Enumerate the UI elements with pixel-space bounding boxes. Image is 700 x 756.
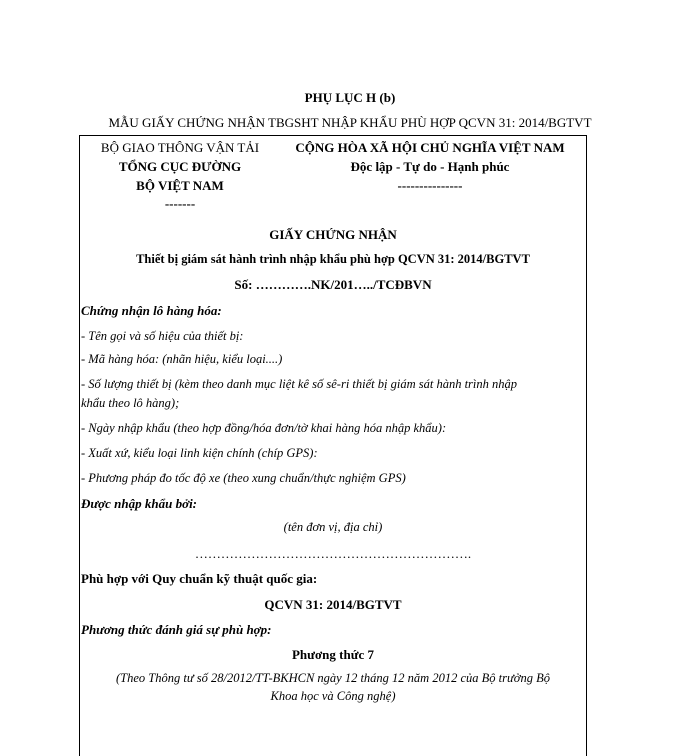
lot-item-quantity: - Số lượng thiết bị (kèm theo danh mục liệt kê số sê-ri thiết bị giám sát hành trình nhập bbox=[81, 377, 517, 391]
form-title: MẪU GIẤY CHỨNG NHẬN TBGSHT NHẬP KHẨU PHÙ HỢP QCVN 31: 2014/BGTVT bbox=[108, 115, 592, 130]
importer-hint: (tên đơn vị, địa chỉ) bbox=[283, 520, 383, 534]
importer-fill-line: ………………………………………………………. bbox=[194, 546, 472, 561]
lot-item-origin: - Xuất xứ, kiểu loại linh kiện chính (chíp GPS): bbox=[81, 446, 318, 460]
agency-name-line1: TỔNG CỤC ĐƯỜNG bbox=[118, 159, 242, 174]
importer-heading: Được nhập khẩu bởi: bbox=[81, 496, 198, 511]
lot-item-speed-method: - Phương pháp đo tốc độ xe (theo xung chuẩn/thực nghiệm GPS) bbox=[81, 471, 406, 485]
header-left-divider: ------- bbox=[164, 196, 196, 211]
lot-heading: Chứng nhận lô hàng hóa: bbox=[81, 303, 222, 318]
lot-item-device-name: - Tên gọi và số hiệu của thiết bị: bbox=[81, 329, 244, 343]
certificate-title: GIẤY CHỨNG NHẬN bbox=[269, 227, 397, 242]
lot-item-quantity-cont: khẩu theo lô hàng); bbox=[81, 396, 180, 410]
method-heading: Phương thức đánh giá sự phù hợp: bbox=[81, 622, 272, 637]
ministry-name: BỘ GIAO THÔNG VẬN TẢI bbox=[100, 140, 260, 155]
lot-item-hs-code: - Mã hàng hóa: (nhãn hiệu, kiểu loại....) bbox=[81, 352, 283, 366]
regulation-value: QCVN 31: 2014/BGTVT bbox=[264, 597, 402, 612]
republic-name: CỘNG HÒA XÃ HỘI CHỦ NGHĨA VIỆT NAM bbox=[295, 140, 565, 155]
method-note-line1: (Theo Thông tư số 28/2012/TT-BKHCN ngày 12 tháng 12 năm 2012 của Bộ trưởng Bộ bbox=[116, 671, 550, 685]
certificate-number: Số: ………….NK/201…../TCĐBVN bbox=[234, 277, 432, 292]
appendix-title: PHỤ LỤC H (b) bbox=[304, 90, 396, 105]
method-value: Phương thức 7 bbox=[291, 647, 375, 662]
national-motto: Độc lập - Tự do - Hạnh phúc bbox=[350, 159, 510, 174]
regulation-heading: Phù hợp với Quy chuẩn kỹ thuật quốc gia: bbox=[81, 571, 318, 586]
certificate-subtitle: Thiết bị giám sát hành trình nhập khẩu phù hợp QCVN 31: 2014/BGTVT bbox=[136, 252, 530, 266]
method-note-line2: Khoa học và Công nghệ) bbox=[270, 689, 396, 703]
agency-name-line2: BỘ VIỆT NAM bbox=[136, 178, 224, 193]
lot-item-import-date: - Ngày nhập khẩu (theo hợp đồng/hóa đơn/tờ khai hàng hóa nhập khẩu): bbox=[81, 421, 447, 435]
header-right-divider: --------------- bbox=[397, 178, 463, 193]
